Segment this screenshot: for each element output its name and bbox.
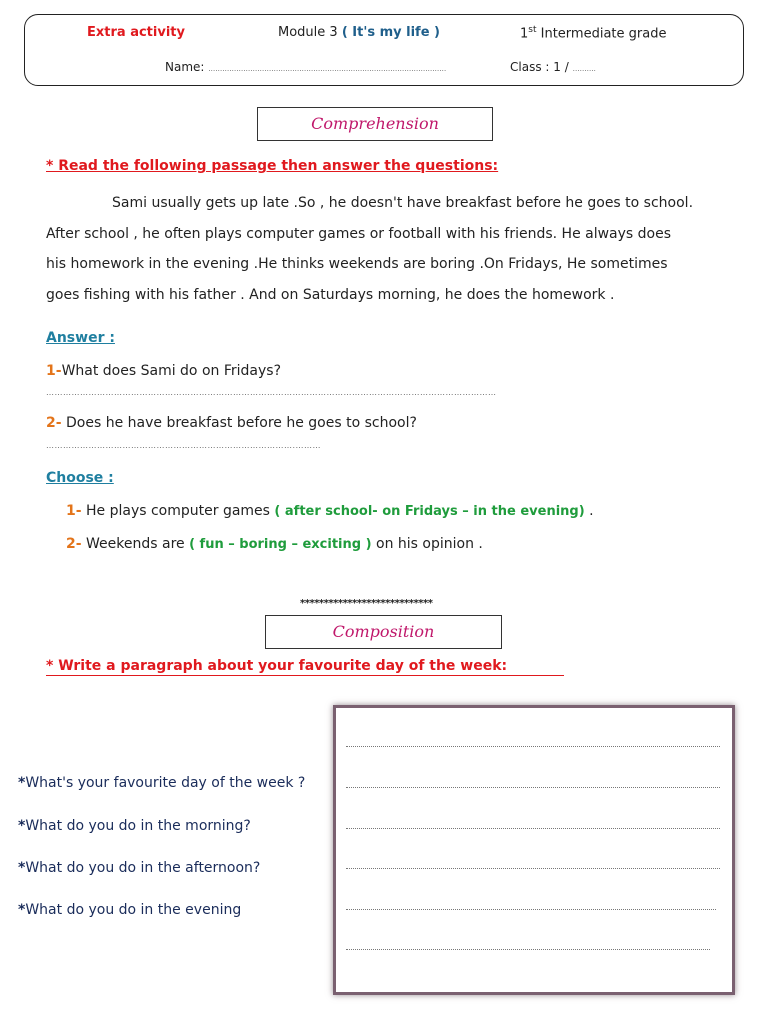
grade-num: 1	[520, 26, 529, 42]
prompt-star: *	[18, 775, 26, 791]
question-number: 2-	[46, 415, 62, 431]
composition-title: Composition	[265, 615, 502, 649]
name-dots: …………………………………………………………………………………………	[208, 65, 447, 73]
answer-line-1[interactable]: ……………………………………………………………………………………………………………………………………………	[46, 388, 497, 397]
question-number: 1-	[46, 363, 62, 379]
comprehension-title: Comprehension	[257, 107, 493, 141]
passage-line: his homework in the evening .He thinks weekends are boring .On Fridays, He sometimes	[46, 256, 668, 272]
choice-text: He plays computer games	[81, 503, 275, 519]
question-text: Does he have breakfast before he goes to school?	[61, 415, 417, 431]
prompt-star: *	[18, 902, 26, 918]
choice-2	[66, 536, 483, 552]
writing-line[interactable]	[346, 949, 710, 950]
choice-1	[66, 503, 594, 519]
module-title: ( It's my life )	[341, 25, 440, 40]
class-label: Class : 1 /	[510, 60, 569, 74]
prompt-2	[18, 818, 251, 834]
writing-line[interactable]	[346, 909, 716, 910]
prompt-1	[18, 775, 305, 791]
passage-line: After school , he often plays computer games or football with his friends. He always does	[46, 225, 672, 242]
writing-line[interactable]	[346, 787, 720, 788]
prompt-text: What's your favourite day of the week ?	[25, 775, 306, 791]
composition-writing-box[interactable]	[333, 705, 735, 995]
module-label	[278, 25, 440, 40]
writing-line[interactable]	[346, 828, 720, 829]
prompt-text: What do you do in the afternoon?	[25, 860, 261, 876]
choose-heading: Choose :	[46, 470, 114, 486]
grade-sup: st	[528, 25, 537, 35]
prompt-star: *	[18, 860, 26, 876]
prompt-3	[18, 860, 260, 876]
grade-text: Intermediate grade	[540, 26, 667, 42]
question-2	[46, 415, 417, 431]
choice-number: 2-	[66, 536, 82, 552]
passage-line: goes fishing with his father . And on Saturdays morning, he does the homework .	[46, 286, 615, 303]
name-label: Name:	[165, 60, 205, 74]
passage-line: Sami usually gets up late .So , he doesn't have breakfast before he goes to school.	[112, 195, 694, 211]
prompt-star: *	[18, 818, 26, 834]
writing-line[interactable]	[346, 868, 720, 869]
choice-end: .	[584, 503, 594, 519]
question-text: What does Sami do on Fridays?	[61, 363, 281, 379]
prompt-text: What do you do in the evening	[25, 902, 242, 918]
grade-label	[520, 25, 666, 41]
choice-options[interactable]: ( fun – boring – exciting )	[189, 537, 372, 552]
choice-number: 1-	[66, 503, 82, 519]
answer-heading: Answer :	[46, 330, 115, 346]
choice-end: on his opinion .	[371, 536, 483, 552]
writing-line[interactable]	[346, 746, 720, 747]
question-1	[46, 363, 281, 379]
class-field[interactable]	[510, 60, 596, 74]
extra-activity-label: Extra activity	[87, 25, 185, 40]
class-dots: ……….	[572, 65, 596, 73]
name-field[interactable]	[165, 60, 446, 74]
prompt-4	[18, 902, 241, 918]
prompt-text: What do you do in the morning?	[25, 818, 251, 834]
choice-options[interactable]: ( after school- on Fridays – in the evening)	[274, 504, 585, 519]
module-prefix: Module 3	[278, 25, 338, 40]
separator: ****************************	[300, 598, 433, 609]
comprehension-instruction: * Read the following passage then answer the questions:	[46, 158, 499, 174]
answer-line-2[interactable]: …………………………………………………………………………….………	[46, 441, 322, 450]
composition-instruction: * Write a paragraph about your favourite day of the week:	[46, 658, 564, 676]
passage	[46, 188, 736, 310]
choice-text: Weekends are	[81, 536, 190, 552]
